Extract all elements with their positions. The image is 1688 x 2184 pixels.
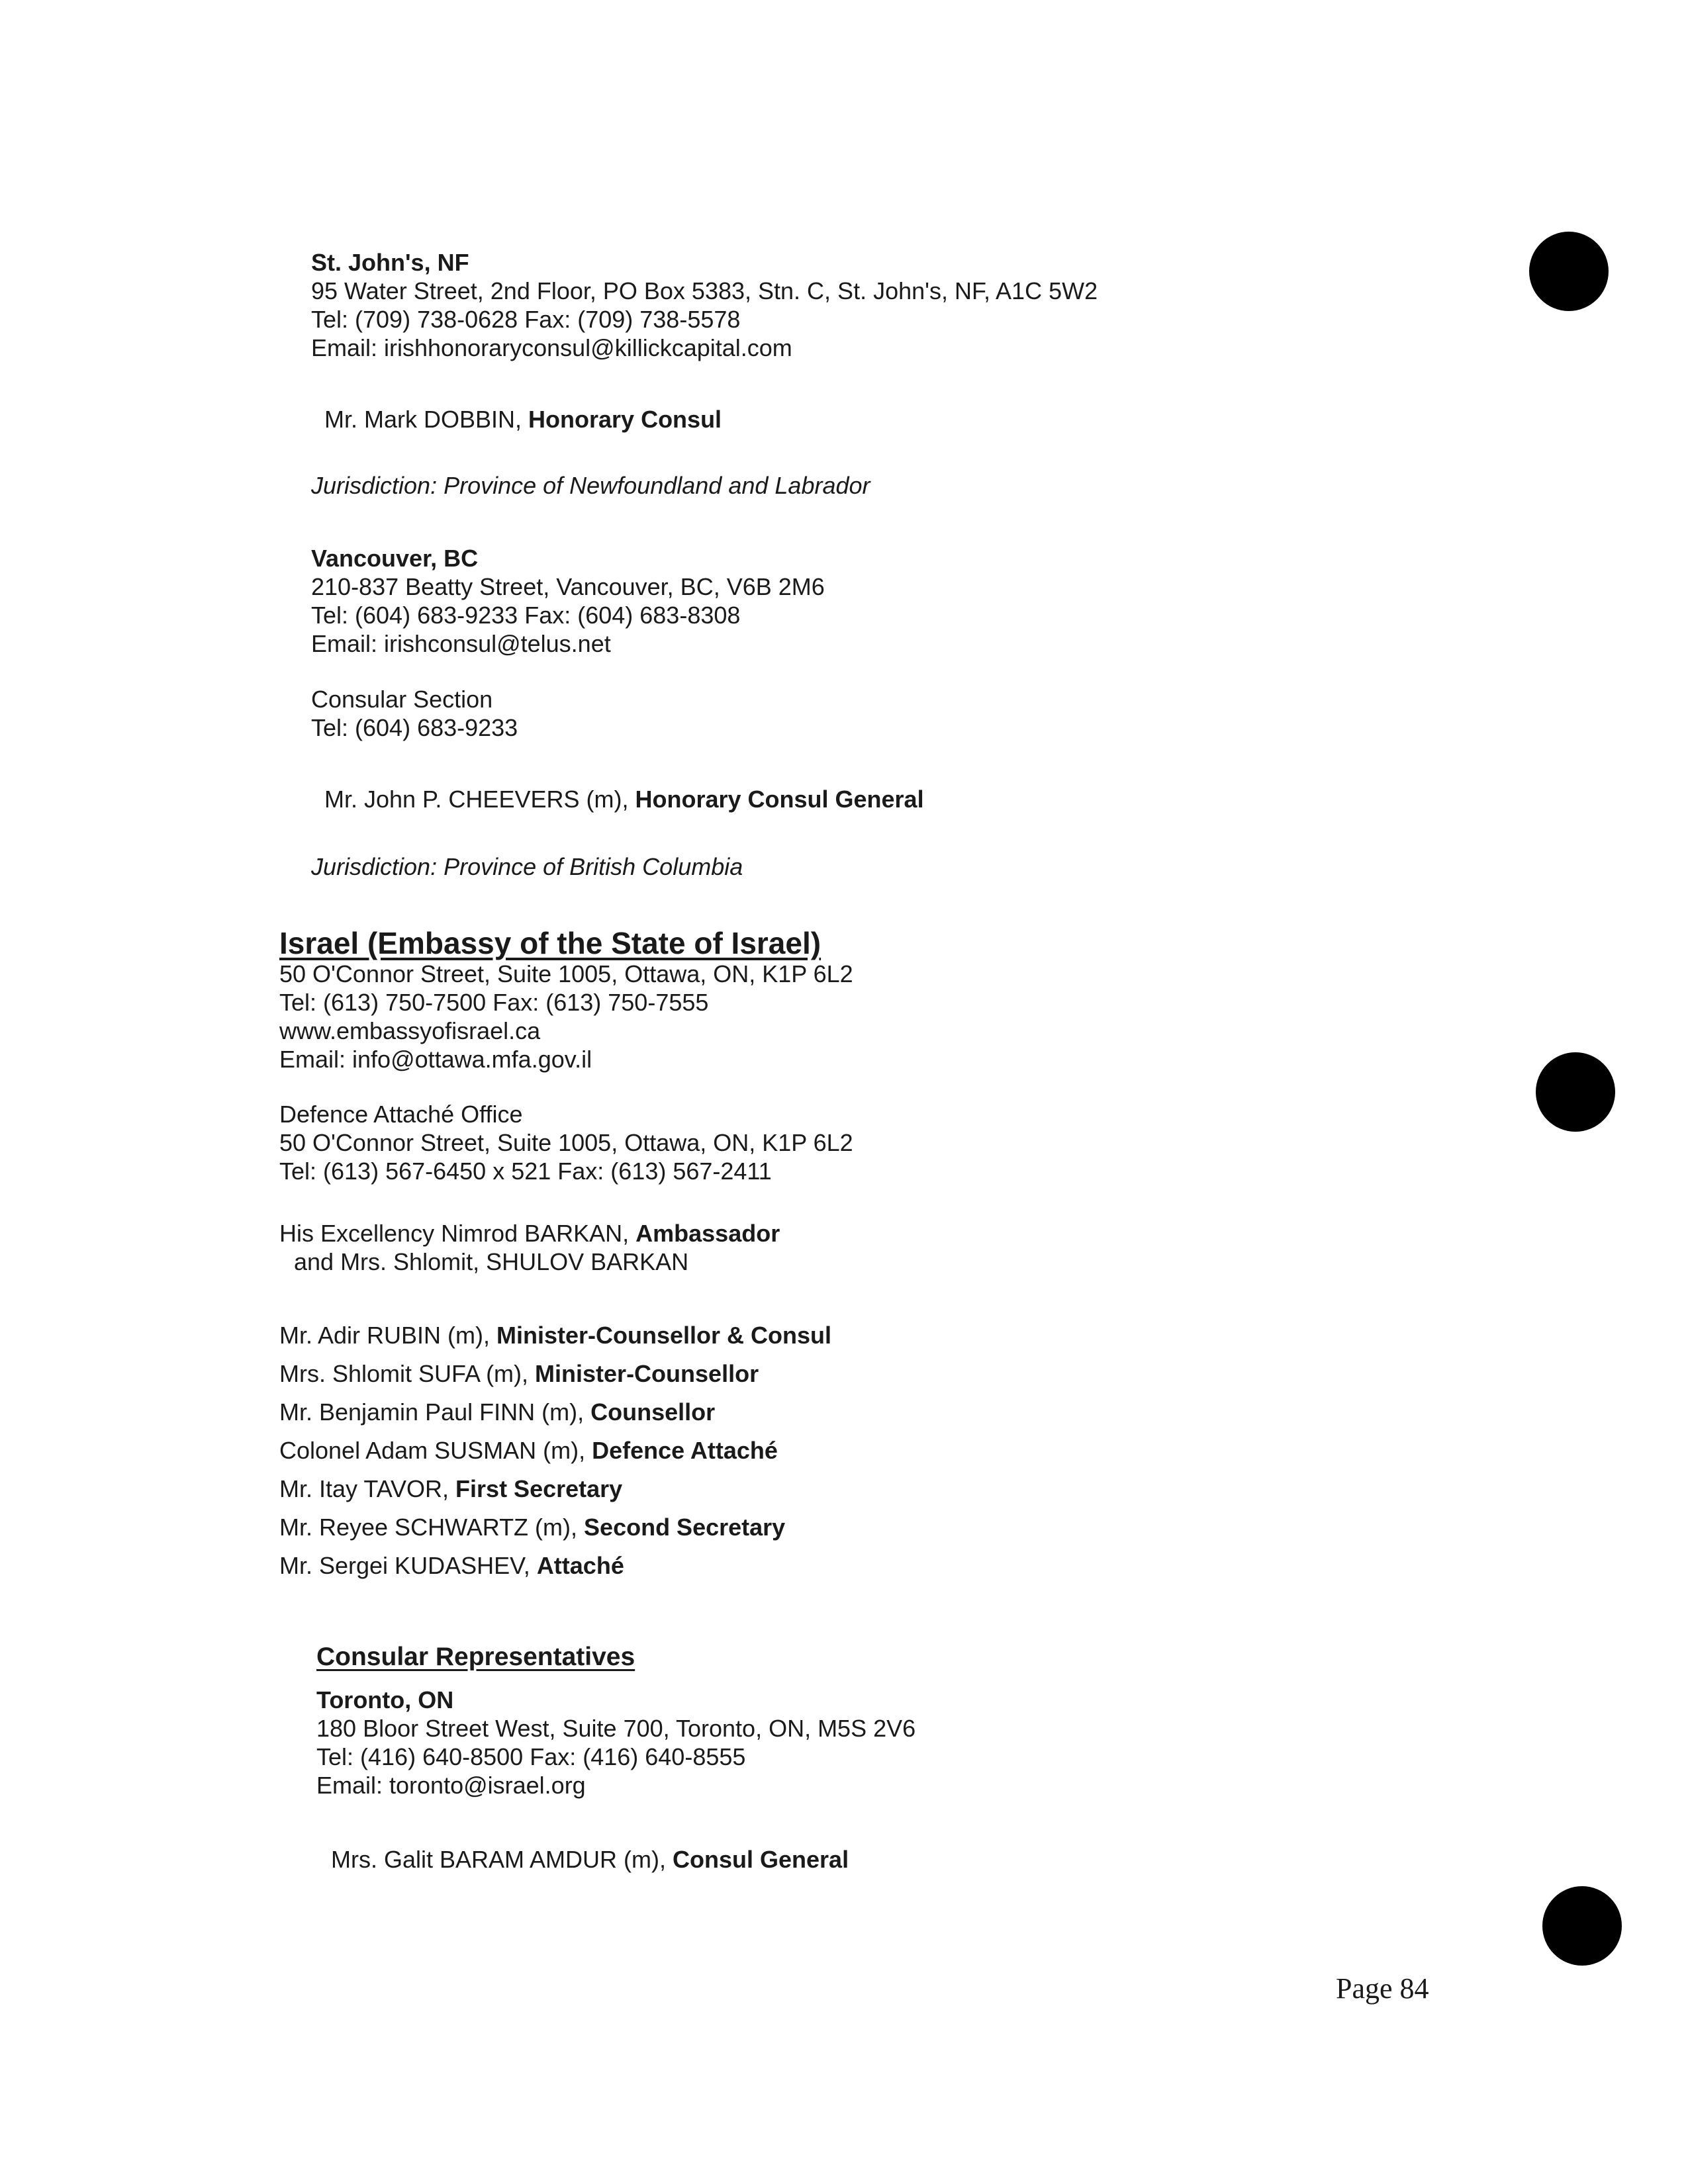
page-number: Page 84 [1336,1972,1429,2005]
consular-email: Email: toronto@israel.org [316,1772,586,1799]
staff-name: Mr. Reyee SCHWARTZ (m), [279,1514,585,1541]
staff-row [279,1436,778,1465]
stjohns-email: Email: irishhonoraryconsul@killickcapital.com [311,334,792,361]
stjohns-person-title: Honorary Consul [528,406,722,433]
stjohns-tel: Tel: (709) 738-0628 Fax: (709) 738-5578 [311,306,741,333]
israel-web: www.embassyofisrael.ca [279,1017,541,1044]
staff-row [279,1513,785,1542]
punch-hole-bottom [1542,1886,1622,1966]
staff-title: Defence Attaché [592,1437,778,1464]
israel-address: 50 O'Connor Street, Suite 1005, Ottawa, ON, K1P 6L2 [279,960,853,987]
stjohns-city: St. John's, NF [311,249,469,276]
staff-title: First Secretary [455,1475,623,1502]
stjohns-jurisdiction: Jurisdiction: Province of Newfoundland and Labrador [311,472,870,499]
consular-tel: Tel: (416) 640-8500 Fax: (416) 640-8555 [316,1743,746,1770]
ambassador-title: Ambassador [635,1220,780,1247]
defence-address: 50 O'Connor Street, Suite 1005, Ottawa, ON, K1P 6L2 [279,1129,853,1156]
israel-heading: Israel (Embassy of the State of Israel) [279,926,821,960]
staff-title: Attaché [536,1552,624,1579]
consular-person-name: Mrs. Galit BARAM AMDUR (m), [331,1846,673,1873]
vancouver-tel: Tel: (604) 683-9233 Fax: (604) 683-8308 [311,602,741,629]
staff-name: Mrs. Shlomit SUFA (m), [279,1360,536,1387]
staff-name: Mr. Benjamin Paul FINN (m), [279,1398,591,1426]
vancouver-section: Consular Section [311,686,493,713]
vancouver-email: Email: irishconsul@telus.net [311,630,611,657]
defence-office: Defence Attaché Office [279,1101,523,1128]
staff-row [279,1359,759,1388]
staff-row [279,1475,622,1504]
consular-person [331,1845,849,1874]
consular-city: Toronto, ON [316,1686,454,1713]
staff-row [279,1551,624,1580]
stjohns-person [324,405,722,434]
vancouver-address: 210-837 Beatty Street, Vancouver, BC, V6B 2M6 [311,573,825,600]
consular-heading: Consular Representatives [316,1643,635,1671]
israel-email: Email: info@ottawa.mfa.gov.il [279,1046,592,1073]
vancouver-person-name: Mr. John P. CHEEVERS (m), [324,786,635,813]
stjohns-address: 95 Water Street, 2nd Floor, PO Box 5383, Stn. C, St. John's, NF, A1C 5W2 [311,277,1098,304]
ambassador-spouse: and Mrs. Shlomit, SHULOV BARKAN [294,1248,689,1275]
staff-row [279,1321,831,1350]
staff-name: Mr. Adir RUBIN (m), [279,1322,497,1349]
staff-name: Colonel Adam SUSMAN (m), [279,1437,592,1464]
vancouver-jurisdiction: Jurisdiction: Province of British Columbia [311,853,743,880]
stjohns-person-name: Mr. Mark DOBBIN, [324,406,529,433]
vancouver-city: Vancouver, BC [311,545,479,572]
staff-title: Second Secretary [584,1514,786,1541]
staff-name: Mr. Itay TAVOR, [279,1475,456,1502]
punch-hole-middle [1536,1052,1615,1132]
staff-title: Counsellor [590,1398,716,1426]
vancouver-person-title: Honorary Consul General [635,786,924,813]
staff-title: Minister-Counsellor & Consul [496,1322,832,1349]
consular-person-title: Consul General [673,1846,849,1873]
ambassador-name: His Excellency Nimrod BARKAN, [279,1220,636,1247]
staff-row [279,1398,715,1427]
consular-address: 180 Bloor Street West, Suite 700, Toronto, ON, M5S 2V6 [316,1715,916,1742]
staff-title: Minister-Counsellor [535,1360,759,1387]
vancouver-person [324,785,924,814]
defence-tel: Tel: (613) 567-6450 x 521 Fax: (613) 567-2411 [279,1158,772,1185]
staff-name: Mr. Sergei KUDASHEV, [279,1552,537,1579]
punch-hole-top [1529,232,1609,311]
israel-tel: Tel: (613) 750-7500 Fax: (613) 750-7555 [279,989,709,1016]
ambassador [279,1219,780,1248]
vancouver-section-tel: Tel: (604) 683-9233 [311,714,518,741]
